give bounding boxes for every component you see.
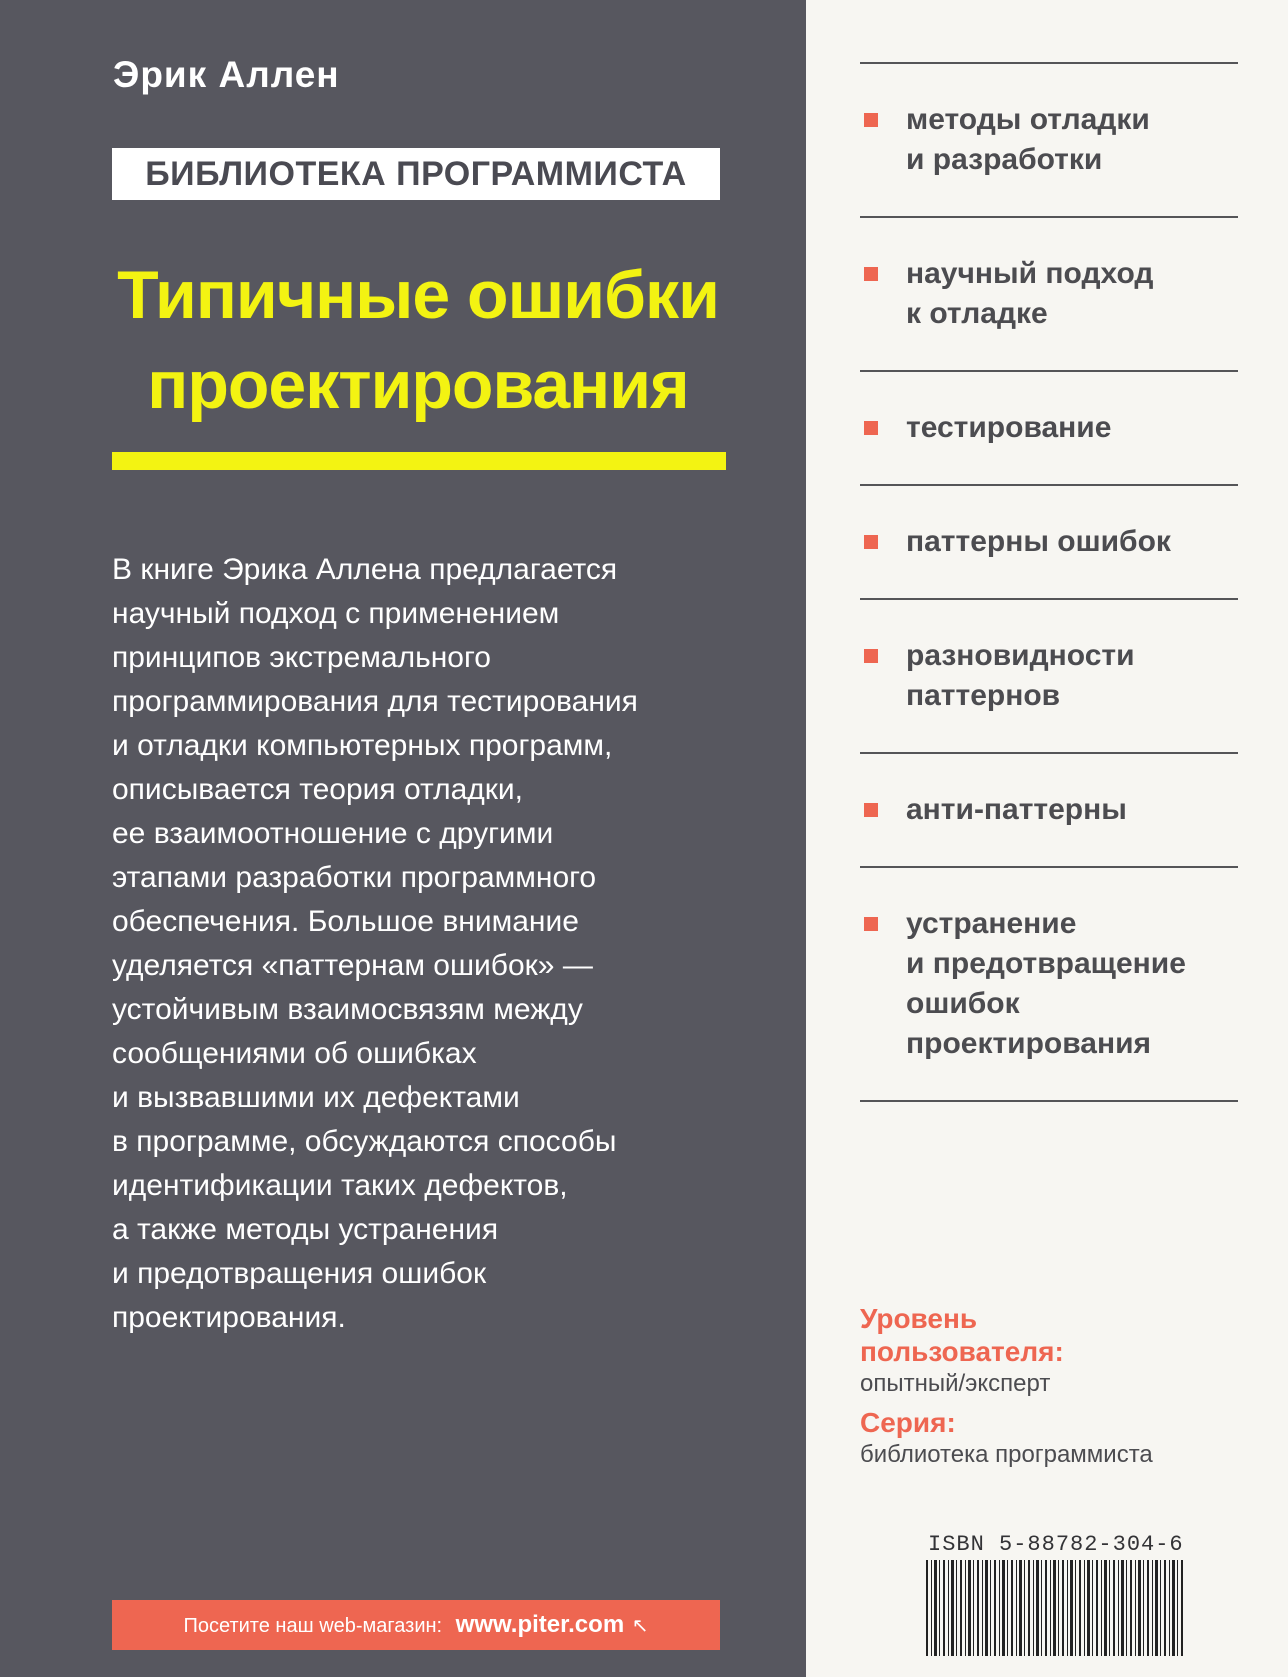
web-shop-banner bbox=[112, 1600, 720, 1650]
square-bullet-icon bbox=[864, 803, 878, 817]
list-item bbox=[860, 868, 1238, 1100]
topic-label bbox=[906, 408, 1111, 448]
book-title bbox=[60, 250, 776, 430]
book-title-line: Типичные ошибки bbox=[117, 257, 719, 333]
topic-line: к отладке bbox=[906, 297, 1048, 330]
description-line: описывается теория отладки, bbox=[112, 773, 524, 806]
topic-line: анти-паттерны bbox=[906, 793, 1127, 826]
topic-label bbox=[906, 790, 1127, 830]
topic-line: и предотвращение bbox=[906, 947, 1186, 980]
square-bullet-icon bbox=[864, 267, 878, 281]
description-line: научный подход с применением bbox=[112, 597, 560, 630]
title-underline bbox=[112, 452, 726, 470]
square-bullet-icon bbox=[864, 649, 878, 663]
topic-line: паттернов bbox=[906, 679, 1061, 712]
topic-line: тестирование bbox=[906, 411, 1112, 444]
description-line: устойчивым взаимосвязям между bbox=[112, 993, 583, 1026]
series-heading: Серия: bbox=[860, 1407, 956, 1438]
description-line: этапами разработки программного bbox=[112, 861, 597, 894]
list-item bbox=[860, 64, 1238, 216]
description-line: идентификации таких дефектов, bbox=[112, 1169, 568, 1202]
topic-line: методы отладки bbox=[906, 103, 1150, 136]
list-item bbox=[860, 218, 1238, 370]
description-line: сообщениями об ошибках bbox=[112, 1037, 477, 1070]
list-item bbox=[860, 486, 1238, 598]
description-line: в программе, обсуждаются способы bbox=[112, 1125, 617, 1158]
topic-line: разновидности bbox=[906, 639, 1135, 672]
topic-label bbox=[906, 636, 1135, 716]
author-name: Эрик Аллен bbox=[113, 54, 340, 95]
web-shop-label: Посетите наш web-магазин: bbox=[183, 1615, 443, 1637]
description-line: проектирования. bbox=[112, 1301, 346, 1334]
description-line: В книге Эрика Аллена предлагается bbox=[112, 553, 618, 586]
description-line: и вызвавшими их дефектами bbox=[112, 1081, 520, 1114]
series-label: БИБЛИОТЕКА ПРОГРАММИСТА bbox=[112, 148, 720, 200]
topic-line: научный подход bbox=[906, 257, 1154, 290]
topics-list bbox=[860, 62, 1238, 1102]
description-line: а также методы устранения bbox=[112, 1213, 499, 1246]
cursor-arrow-icon: ↖ bbox=[631, 1615, 649, 1637]
square-bullet-icon bbox=[864, 535, 878, 549]
description-line: обеспечения. Большое внимание bbox=[112, 905, 579, 938]
description-line: и предотвращения ошибок bbox=[112, 1257, 487, 1290]
level-heading: Уровень bbox=[860, 1303, 978, 1334]
barcode-icon bbox=[926, 1560, 1186, 1656]
topic-line: паттерны ошибок bbox=[906, 525, 1171, 558]
description-line: принципов экстремального bbox=[112, 641, 491, 674]
topic-label bbox=[906, 904, 1186, 1064]
description-line: и отладки компьютерных программ, bbox=[112, 729, 613, 762]
topic-label bbox=[906, 522, 1171, 562]
list-item bbox=[860, 600, 1238, 752]
description-line: уделяется «паттернам ошибок» — bbox=[112, 949, 593, 982]
topic-line: и разработки bbox=[906, 143, 1103, 176]
topic-line: проектирования bbox=[906, 1027, 1152, 1060]
square-bullet-icon bbox=[864, 113, 878, 127]
book-description bbox=[112, 548, 772, 1340]
topic-line: устранение bbox=[906, 907, 1077, 940]
list-item bbox=[860, 372, 1238, 484]
isbn-number: ISBN 5-88782-304-6 bbox=[928, 1532, 1184, 1557]
topic-line: ошибок bbox=[906, 987, 1020, 1020]
topic-divider bbox=[860, 1100, 1238, 1102]
level-heading: пользователя: bbox=[860, 1336, 1064, 1367]
square-bullet-icon bbox=[864, 421, 878, 435]
topic-label bbox=[906, 100, 1150, 180]
web-shop-link[interactable]: www.piter.com bbox=[455, 1611, 625, 1638]
series-value: библиотека программиста bbox=[860, 1441, 1153, 1468]
book-title-line: проектирования bbox=[147, 347, 689, 423]
list-item bbox=[860, 754, 1238, 866]
level-value: опытный/эксперт bbox=[860, 1370, 1051, 1397]
square-bullet-icon bbox=[864, 917, 878, 931]
book-meta bbox=[860, 1302, 1260, 1477]
topic-label bbox=[906, 254, 1153, 334]
description-line: программирования для тестирования bbox=[112, 685, 638, 718]
description-line: ее взаимоотношение с другими bbox=[112, 817, 554, 850]
